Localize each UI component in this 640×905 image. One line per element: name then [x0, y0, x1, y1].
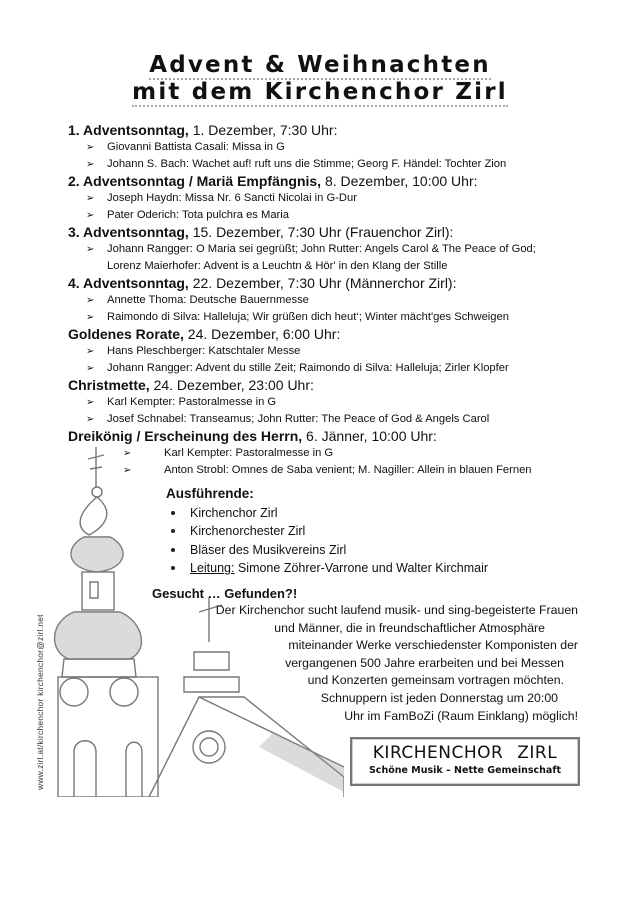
event-block — [68, 275, 628, 326]
arrow-bullet-icon: ➢ — [123, 448, 132, 459]
recruit-line: vergangenen 500 Jahre erarbeiten und bei Messen — [285, 655, 564, 670]
contact-web-email[interactable]: www.zirl.at/kirchenchor kirchenchor@zirl.net — [35, 614, 45, 790]
program-item: ➢ Karl Kempter: Pastoralmesse in G — [68, 394, 628, 411]
event-schedule — [68, 122, 628, 479]
arrow-bullet-icon: ➢ — [86, 193, 95, 204]
program-item: ➢ Raimondo di Silva: Halleluja; Wir grüßen dich heut‘; Winter mächt'ges Schweigen — [68, 309, 628, 326]
page-title-line-2: mit dem Kirchenchor Zirl — [132, 79, 508, 105]
choir-logo-box — [350, 737, 580, 786]
event-heading: Dreikönig / Erscheinung des Herrn, 6. Jänner, 10:00 Uhr: — [68, 428, 437, 444]
arrow-bullet-icon: ➢ — [86, 397, 95, 408]
recruit-heading: Gesucht … Gefunden?! — [152, 586, 298, 601]
program-item: ➢ Hans Pleschberger: Katschtaler Messe — [68, 343, 628, 360]
recruit-text — [180, 602, 578, 725]
page-title-line-1: Advent & Weihnachten — [149, 52, 491, 78]
choir-name: KIRCHENCHOR ZIRL — [372, 743, 558, 763]
arrow-bullet-icon: ➢ — [86, 414, 95, 425]
program-item: ➢ Giovanni Battista Casali: Missa in G — [68, 139, 628, 156]
arrow-bullet-icon: ➢ — [86, 244, 95, 255]
event-heading: Goldenes Rorate, 24. Dezember, 6:00 Uhr: — [68, 326, 341, 342]
program-item: ➢ Johann S. Bach: Wachet auf! ruft uns die Stimme; Georg F. Händel: Tochter Zion — [68, 156, 628, 173]
program-item: ➢ Johann Rangger: Advent du stille Zeit; Raimondo di Silva: Halleluja; Zirler Klopfer — [68, 360, 628, 377]
arrow-bullet-icon: ➢ — [86, 142, 95, 153]
bullet-dot-icon — [171, 511, 175, 515]
event-heading: 3. Adventsonntag, 15. Dezember, 7:30 Uhr (Frauenchor Zirl): — [68, 224, 454, 240]
performers-section — [166, 485, 488, 577]
performer-item: Bläser des Musikvereins Zirl — [166, 541, 488, 559]
program-item: ➢ Johann Rangger: O Maria sei gegrüßt; John Rutter: Angels Carol & The Peace of God; Lorenz Maierhofer: Advent is a Leuchtn & Hör' in den Klang der Stille — [86, 243, 536, 272]
bullet-dot-icon — [171, 529, 175, 533]
bullet-dot-icon — [171, 566, 175, 570]
recruit-line: und Männer, die in freundschaftlicher Atmosphäre — [274, 620, 545, 635]
event-block — [68, 377, 628, 428]
event-block — [68, 428, 628, 479]
event-heading: 2. Adventsonntag / Mariä Empfängnis, 8. Dezember, 10:00 Uhr: — [68, 173, 478, 189]
event-block — [68, 224, 628, 275]
recruit-line: Schnuppern ist jeden Donnerstag um 20:00 — [320, 690, 558, 705]
program-item: ➢ Joseph Haydn: Missa Nr. 6 Sancti Nicolai in G-Dur — [68, 190, 628, 207]
performer-item-leitung: Leitung: Simone Zöhrer-Varrone und Walter Kirchmair — [166, 559, 488, 577]
event-block — [68, 326, 628, 377]
event-block — [68, 122, 628, 173]
program-item: ➢ Annette Thoma: Deutsche Bauernmesse — [68, 292, 628, 309]
recruit-line: und Konzerten gemeinsam vortragen möchten. — [307, 673, 564, 688]
performers-heading: Ausführende: — [166, 486, 254, 501]
performers-list — [166, 504, 488, 577]
arrow-bullet-icon: ➢ — [86, 159, 95, 170]
event-block — [68, 173, 628, 224]
program-item: ➢ Karl Kempter: Pastoralmesse in G — [68, 445, 628, 462]
program-item: ➢ Pater Oderich: Tota pulchra es Maria — [68, 207, 628, 224]
arrow-bullet-icon: ➢ — [86, 363, 95, 374]
arrow-bullet-icon: ➢ — [123, 465, 132, 476]
recruit-line: miteinander Werke verschiedenster Komponisten der — [288, 638, 578, 653]
recruit-line: Der Kirchenchor sucht laufend musik- und sing-begeisterte Frauen — [215, 603, 578, 617]
arrow-bullet-icon: ➢ — [86, 312, 95, 323]
program-item: ➢ Anton Strobl: Omnes de Saba venient; M. Nagiller: Allein in blauen Fernen — [68, 462, 628, 479]
arrow-bullet-icon: ➢ — [86, 295, 95, 306]
performer-item: Kirchenchor Zirl — [166, 504, 488, 522]
program-item: ➢ Josef Schnabel: Transeamus; John Rutter: The Peace of God & Angels Carol — [68, 411, 628, 428]
event-heading: 4. Adventsonntag, 22. Dezember, 7:30 Uhr (Männerchor Zirl): — [68, 275, 457, 291]
arrow-bullet-icon: ➢ — [86, 210, 95, 221]
arrow-bullet-icon: ➢ — [86, 346, 95, 357]
recruit-line: Uhr im FamBoZi (Raum Einklang) möglich! — [344, 708, 578, 723]
leitung-label: Leitung: — [190, 560, 235, 575]
event-heading: 1. Adventsonntag, 1. Dezember, 7:30 Uhr: — [68, 122, 338, 138]
performer-item: Kirchenorchester Zirl — [166, 522, 488, 540]
bullet-dot-icon — [171, 548, 175, 552]
choir-slogan: Schöne Musik – Nette Gemeinschaft — [368, 765, 562, 776]
event-heading: Christmette, 24. Dezember, 23:00 Uhr: — [68, 377, 314, 393]
